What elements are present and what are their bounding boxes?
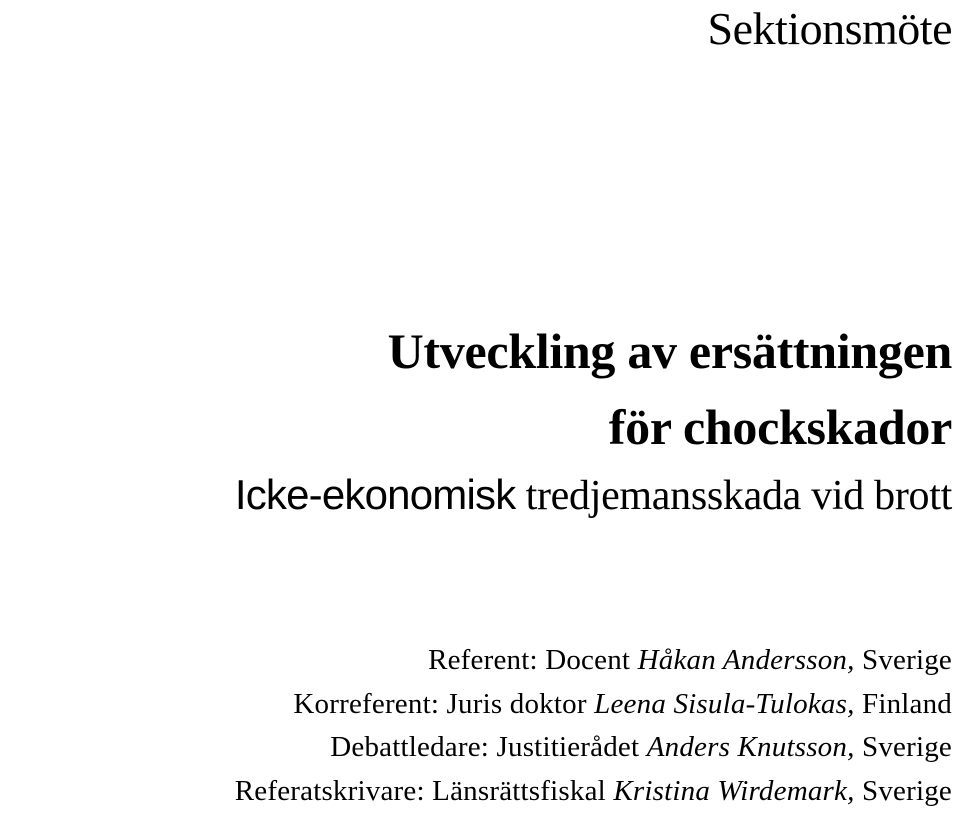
korreferent-line [293,690,952,719]
person-name: Leena Sisula-Tulokas, [594,688,855,720]
role-label: Referatskrivare: [234,775,425,807]
person-name: Kristina Wirdemark, [613,775,855,807]
referent-line [428,646,952,675]
subtitle-part-2: tredjemansskada vid brott [525,473,952,519]
role-title: Länsrättsfiskal [432,775,606,807]
referatskrivare-line [235,777,952,806]
role-title: Justitierådet [496,731,640,763]
person-name: Håkan Andersson, [637,644,855,676]
country: Sverige [862,644,952,676]
title-line-1: Utveckling av ersättningen [387,323,952,379]
role-label: Referent: [428,644,538,676]
country: Sverige [862,775,952,807]
section-heading: Sektionsmöte [707,3,952,54]
role-label: Korreferent: [293,688,440,720]
debattledare-line [330,733,952,762]
country: Sverige [862,731,952,763]
role-title: Juris doktor [446,688,587,720]
subtitle [234,471,952,519]
country: Finland [861,688,952,720]
role-title: Docent [545,644,631,676]
title-line-2: för chockskador [608,399,952,455]
role-label: Debattledare: [330,731,490,763]
subtitle-part-1: Icke-ekonomisk [234,471,516,518]
person-name: Anders Knutsson, [646,731,855,763]
